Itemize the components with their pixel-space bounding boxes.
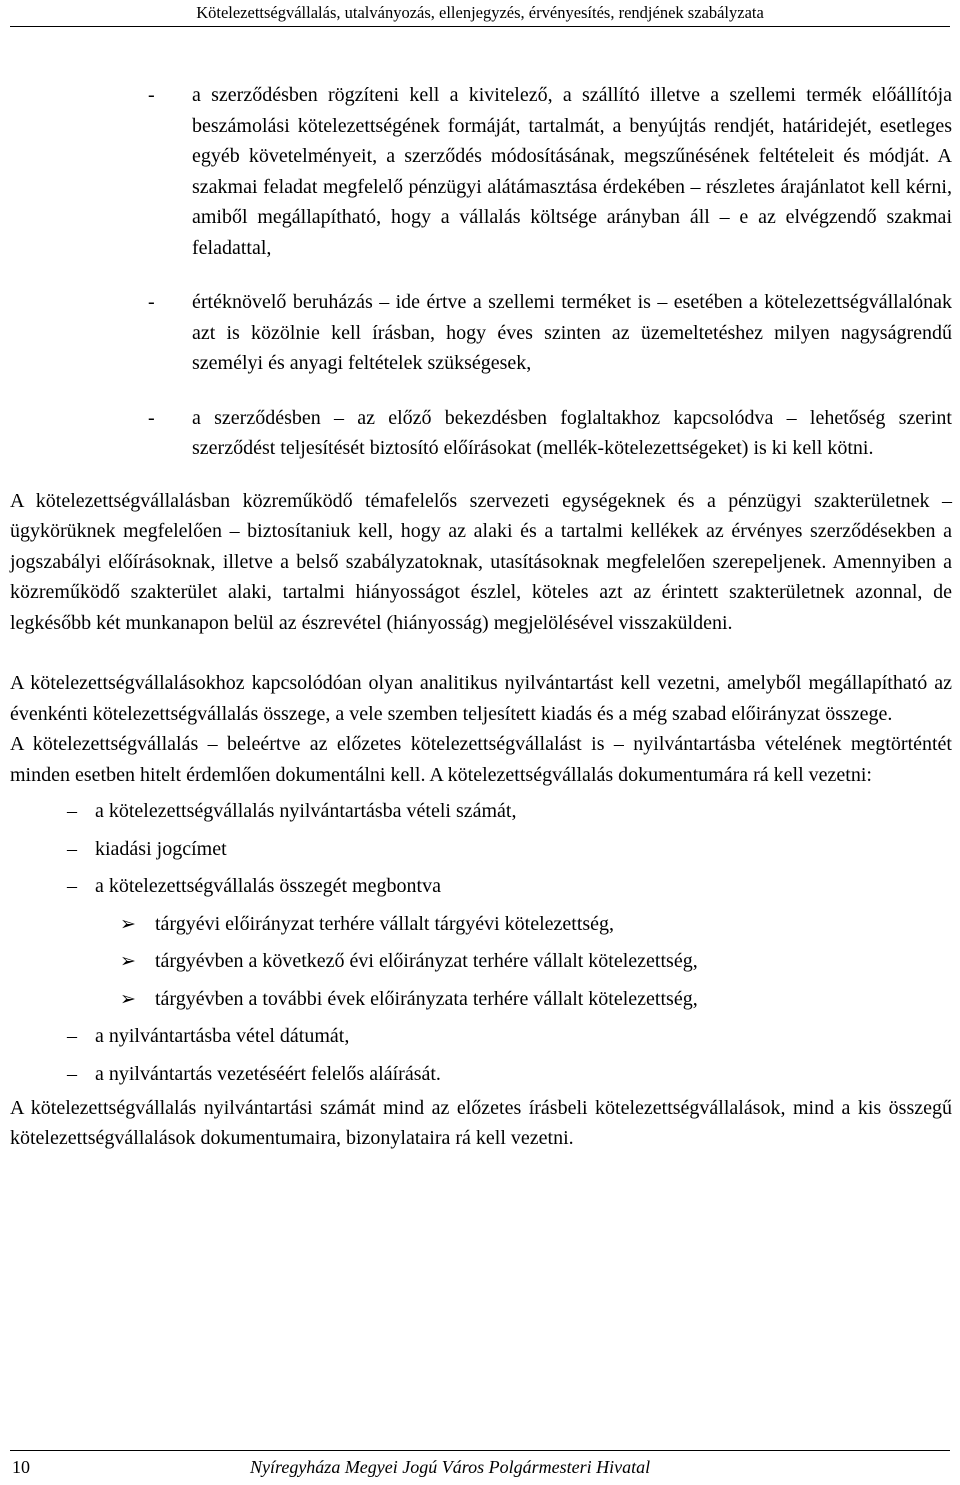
- sub-list-item: [10, 909, 952, 947]
- arrow-bullet-icon: ➢: [120, 987, 136, 1010]
- list-item: [10, 871, 952, 909]
- list-item: [10, 796, 952, 834]
- page-number: 10: [12, 1457, 30, 1477]
- list-item: [10, 287, 952, 379]
- list-item-text: a kötelezettségvállalás nyilvántartásba vételi számát,: [95, 800, 517, 822]
- registration-data-list-continued: [10, 1021, 952, 1093]
- dash-marker: –: [67, 1062, 77, 1085]
- sub-list-item-text: tárgyévben a további évek előirányzata terhére vállalt kötelezettség,: [155, 987, 698, 1010]
- paragraph-analytic-register: A kötelezettségvállalásokhoz kapcsolódóan olyan analitikus nyilvántartást kell vezetni, amelyből megállapítható az évenkénti kötelezettségvállalás összege, a vele szemben teljesített kiadás és a még szabad előirányzat összege.: [10, 672, 952, 725]
- contract-requirements-list: [10, 80, 952, 464]
- list-item: [10, 1021, 952, 1059]
- dash-marker: -: [148, 84, 155, 106]
- list-item: [10, 403, 952, 464]
- list-item: [10, 834, 952, 872]
- list-item-text: a nyilvántartás vezetéséért felelős aláírását.: [95, 1062, 441, 1085]
- registration-data-list: [10, 796, 952, 909]
- paragraph-register-number: A kötelezettségvállalás nyilvántartási számát mind az előzetes írásbeli kötelezettségvállalások, mind a kis összegű kötelezettségvállalások dokumentumaira, bizonylataira rá kell vezetni.: [10, 1096, 952, 1149]
- list-item-text: a szerződésben rögzíteni kell a kivitelező, a szállító illetve a szellemi termék előállítója beszámolási kötelezettségének formáját, tartalmát, a benyújtás rendjét, határidejét, esetleges egyéb követelményeit, a szerződés módosításának, megszűnésének feltételeit és módját. A szakmai feladat megfelelő pénzügyi alátámasztása érdekében – részletes árajánlatot kell kérni, amiből megállapítható, hogy a vállalás költsége arányban áll – e az elvégzendő szakmai feladattal,: [192, 84, 952, 259]
- running-header: [10, 2, 950, 27]
- dash-marker: –: [67, 875, 77, 897]
- document-body: [10, 80, 952, 1184]
- arrow-bullet-icon: ➢: [120, 912, 136, 935]
- amount-breakdown-list: [10, 909, 952, 1022]
- list-item-text: a nyilvántartásba vétel dátumát,: [95, 1025, 350, 1047]
- list-item-text: a kötelezettségvállalás összegét megbontva: [95, 875, 441, 897]
- sub-list-item: [10, 984, 952, 1022]
- page-footer: [10, 1450, 950, 1485]
- sub-list-item-text: tárgyévben a következő évi előirányzat terhére vállalt kötelezettség,: [155, 950, 698, 972]
- list-item: [10, 1059, 952, 1093]
- list-item-text: értéknövelő beruházás – ide értve a szellemi terméket is – esetében a kötelezettségvállalónak azt is közölnie kell írásban, hogy éves szinten az üzemeltetéshez milyen nagyságrendű személyi és anyagi feltételek szükségesek,: [192, 291, 952, 374]
- list-item-text: kiadási jogcímet: [95, 837, 227, 860]
- list-item-text: a szerződésben – az előző bekezdésben foglaltakhoz kapcsolódva – lehetőség szerint szerződést teljesítését biztosító előírásokat (mellék-kötelezettségeket) is ki kell kötni.: [192, 406, 952, 459]
- dash-marker: -: [148, 291, 155, 313]
- sub-list-item-text: tárgyévi előirányzat terhére vállalt tárgyévi kötelezettség,: [155, 912, 615, 935]
- dash-marker: -: [148, 406, 155, 429]
- dash-marker: –: [67, 800, 77, 822]
- header-title: Kötelezettségvállalás, utalványozás, ellenjegyzés, érvényesítés, rendjének szabályzata: [196, 3, 764, 22]
- paragraph-cooperation: A kötelezettségvállalásban közreműködő témafelelős szervezeti egységeknek és a pénzügyi szakterületnek – ügykörüknek megfelelően – biztosítaniuk kell, hogy az alaki és a tartalmi kellékek az érvényes szerződésekben a jogszabályi előírásoknak, illetve a belső szabályzatoknak, utasításoknak megfelelően szerepeljenek. Amennyiben a közreműködő szakterület alaki, tartalmi hiányosságot észlel, köteles azt az érintett szakterületnek azonnal, de legkésőbb két munkanapon belül az észrevétel (hiányosság) megjelölésével visszaküldeni.: [10, 489, 952, 634]
- paragraph-registration: A kötelezettségvállalás – beleértve az előzetes kötelezettségvállalást is – nyilvántartásba vételének megtörténtét minden esetben hitelt érdemlően dokumentálni kell. A kötelezettségvállalás dokumentumára rá kell vezetni:: [10, 733, 952, 786]
- arrow-bullet-icon: ➢: [120, 950, 136, 972]
- dash-marker: –: [67, 837, 77, 860]
- dash-marker: –: [67, 1025, 77, 1047]
- footer-organization: Nyíregyháza Megyei Jogú Város Polgármesteri Hivatal: [250, 1457, 651, 1477]
- list-item: [10, 80, 952, 263]
- sub-list-item: [10, 946, 952, 984]
